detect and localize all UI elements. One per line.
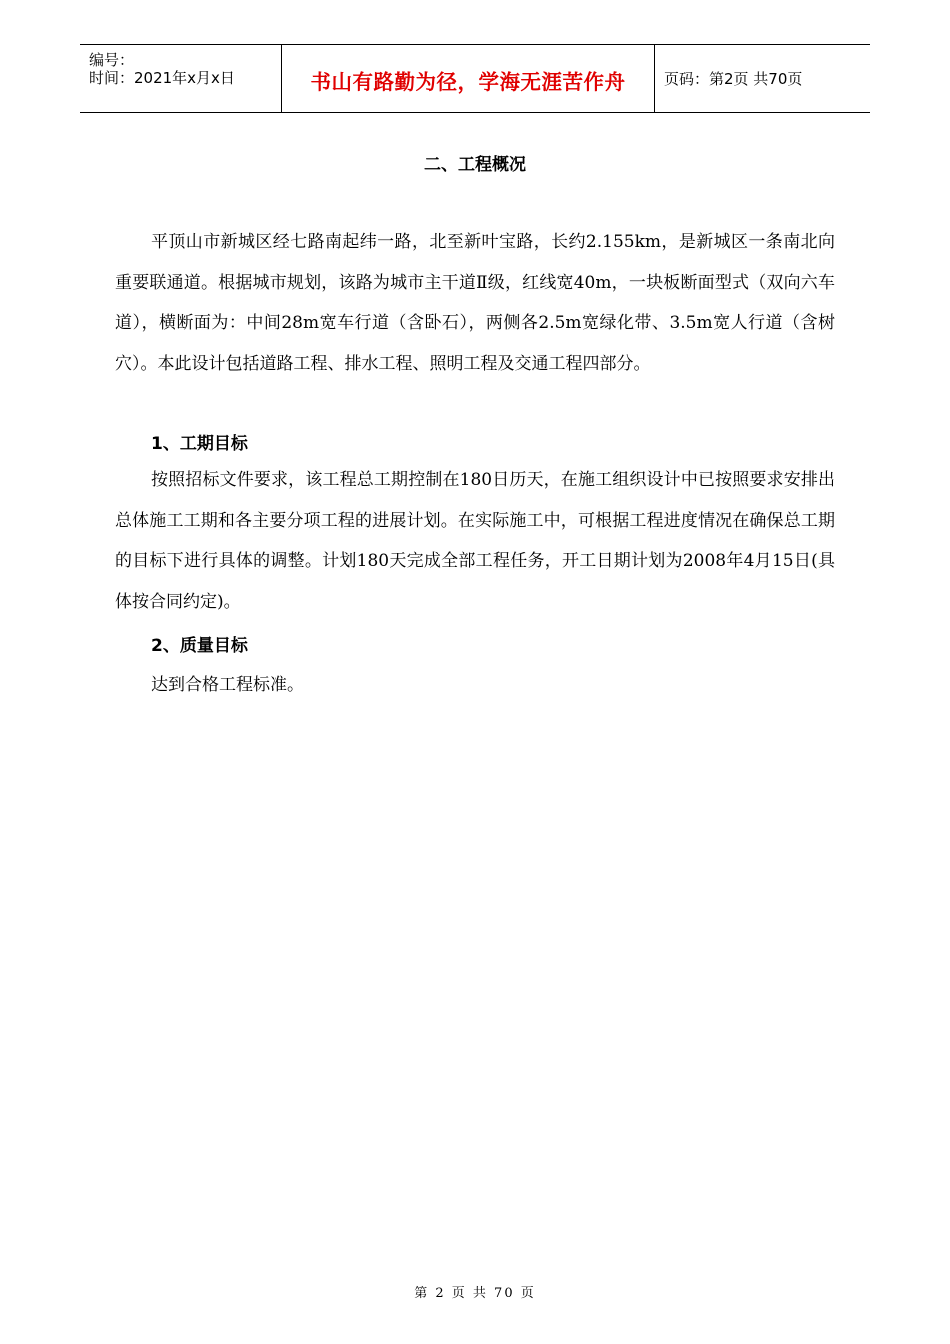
overview-section [115, 222, 835, 384]
schedule-heading: 1、工期目标 [151, 434, 248, 454]
header-meta [80, 45, 281, 112]
overview-paragraph: 平顶山市新城区经七路南起纬一路，北至新叶宝路，长约2.155km，是新城区一条南北向重要联通道。根据城市规划，该路为城市主干道Ⅱ级，红线宽40m，一块板断面型式（双向六车道），横断面为：中间28m宽车行道（含卧石），两侧各2.5m宽绿化带、3.5m宽人行道（含树穴）。本此设计包括道路工程、排水工程、照明工程及交通工程四部分。 [115, 232, 835, 374]
page-footer: 第 2 页 共 70 页 [414, 1286, 536, 1301]
schedule-paragraph: 按照招标文件要求，该工程总工期控制在180日历天，在施工组织设计中已按照要求安排出总体施工工期和各主要分项工程的进展计划。在实际施工中，可根据工程进度情况在确保总工期的目标下进行具体的调整。计划180天完成全部工程任务，开工日期计划为2008年4月15日(具体按合同约定)。 [115, 470, 835, 612]
quality-paragraph: 达到合格工程标准。 [151, 675, 304, 695]
section-title: 二、工程概况 [424, 155, 526, 175]
page-header [80, 44, 870, 113]
header-motto: 书山有路勤为径，学海无涯苦作舟 [310, 70, 626, 94]
document-number-label: 编号： [89, 51, 135, 69]
quality-heading: 2、质量目标 [151, 636, 248, 656]
document-time-label: 时间：2021年x月x日 [89, 69, 235, 87]
header-motto-cell [281, 45, 655, 112]
schedule-section [115, 460, 835, 622]
header-page-code: 页码：第2页 共70页 [664, 70, 803, 88]
